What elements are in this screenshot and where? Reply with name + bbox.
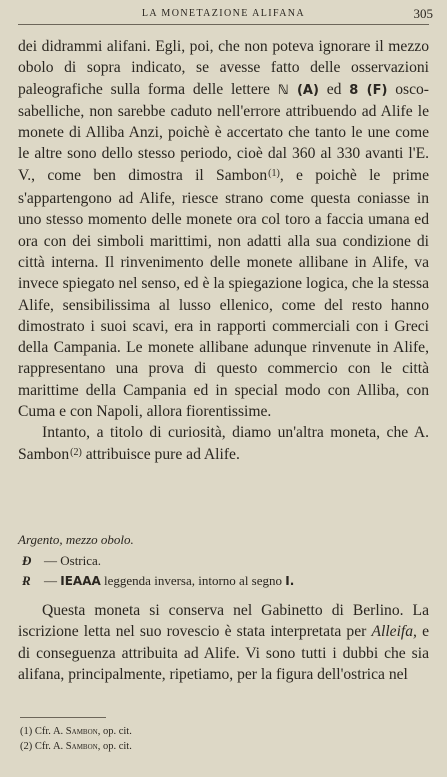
oscan-letter-a: ℕ (A)	[277, 82, 319, 98]
paragraph-1-text-d: , e poichè le prime s'appartengono ad Alife, riesce strano come questa coniasse in uno stesso momento delle monete ora col toro a faccia umana ed ora con dei simboli marittimi, non adatti alla sua condizione di città interna. Il rinvenimento delle monete allibane in Alife, va invece spiegato nel senso, ed è la spiegazione logica, che la stessa Alife, sensibilissima al lusso ellenico, come del resto hanno dimostrato i suoi scavi, era in rapporti commerciali con i Greci della Campania. Le monete allibane adunque rinvenute in Alife, rappresentano una prova di questo commercio con le città marittime della Campania ed in special modo con Alliba, con Cuma e con Napoli, allora fiorentissime.	[18, 166, 429, 421]
header-rule	[18, 24, 429, 25]
reverse-text: leggenda inversa, intorno al segno	[100, 573, 286, 588]
coin-description	[18, 532, 429, 591]
obverse-mark: Ɖ	[22, 553, 32, 568]
paragraph-1-text-a: dei didrammi alifani. Egli, poi, che non poteva ignorare il mezzo obolo di sopra indicato, se avesse fatto delle osservazioni paleografiche sulla forma delle lettere	[18, 38, 429, 98]
footnote-1	[20, 724, 429, 739]
footnote-ref-2[interactable]: (2)	[70, 446, 82, 458]
paragraph-3-italic: Alleifa,	[371, 623, 417, 641]
reverse-sign: I.	[285, 574, 295, 588]
reverse-inscription: IEAAA	[60, 574, 101, 588]
reverse-dash: —	[44, 573, 61, 588]
paragraph-3-text-a: Questa moneta si conserva nel Gabinetto di Berlino. La iscrizione letta nel suo rovescio è stata interpretata per	[18, 602, 429, 641]
footnote-1-post: , op. cit.	[97, 726, 132, 737]
conclusion-text	[18, 600, 429, 685]
footnotes	[20, 724, 429, 754]
footnote-1-author: Sambon	[65, 726, 98, 737]
main-text	[18, 36, 429, 467]
coin-reverse	[18, 571, 429, 591]
oscan-letter-f: 8 (F)	[349, 82, 388, 98]
footnote-ref-1[interactable]: (1)	[268, 167, 280, 179]
paragraph-2-text-a: Intanto, a titolo di curiosità, diamo un'altra moneta, che A. Sambon	[18, 424, 429, 463]
coin-obverse	[18, 551, 429, 571]
coin-title: Argento, mezzo obolo.	[18, 532, 134, 547]
paragraph-3-text-b: e di conseguenza attribuita ad Alife. Vi sono tutti i dubbi che sia alifana, principalmente, ripetiamo, per la figura dell'ostrica nel	[18, 623, 429, 683]
footnote-1-number: (1)	[20, 726, 33, 737]
footnote-rule	[20, 717, 106, 718]
paragraph-2-text-b: attribuisce pure ad Alife.	[81, 445, 240, 463]
paragraph-1-text-c: osco-sabelliche, non sarebbe caduto nell'errore attribuendo ad Alife le monete di Alliba Anzi, poichè è accertato che tanto le une come le altre sono dello stesso periodo, cioè dal 360 al 330 avanti l'E. V., come ben dimostra il Sambon	[18, 80, 429, 184]
running-title: LA MONETAZIONE ALIFANA	[141, 8, 306, 19]
obverse-text: — Ostrica.	[44, 553, 102, 568]
page-number: 305	[413, 6, 433, 21]
footnote-2-pre: Cfr. A.	[32, 741, 66, 752]
paragraph-3	[18, 600, 429, 685]
footnote-2	[20, 739, 429, 754]
footnote-2-post: , op. cit.	[97, 741, 132, 752]
paragraph-1	[18, 36, 429, 422]
paragraph-2	[18, 422, 429, 467]
footnote-1-pre: Cfr. A.	[32, 726, 66, 737]
footnote-2-number: (2)	[20, 741, 33, 752]
running-head	[0, 8, 447, 28]
reverse-mark: Ɍ	[22, 573, 31, 588]
paragraph-1-text-b: ed	[318, 80, 350, 98]
footnote-2-author: Sambon	[65, 741, 98, 752]
